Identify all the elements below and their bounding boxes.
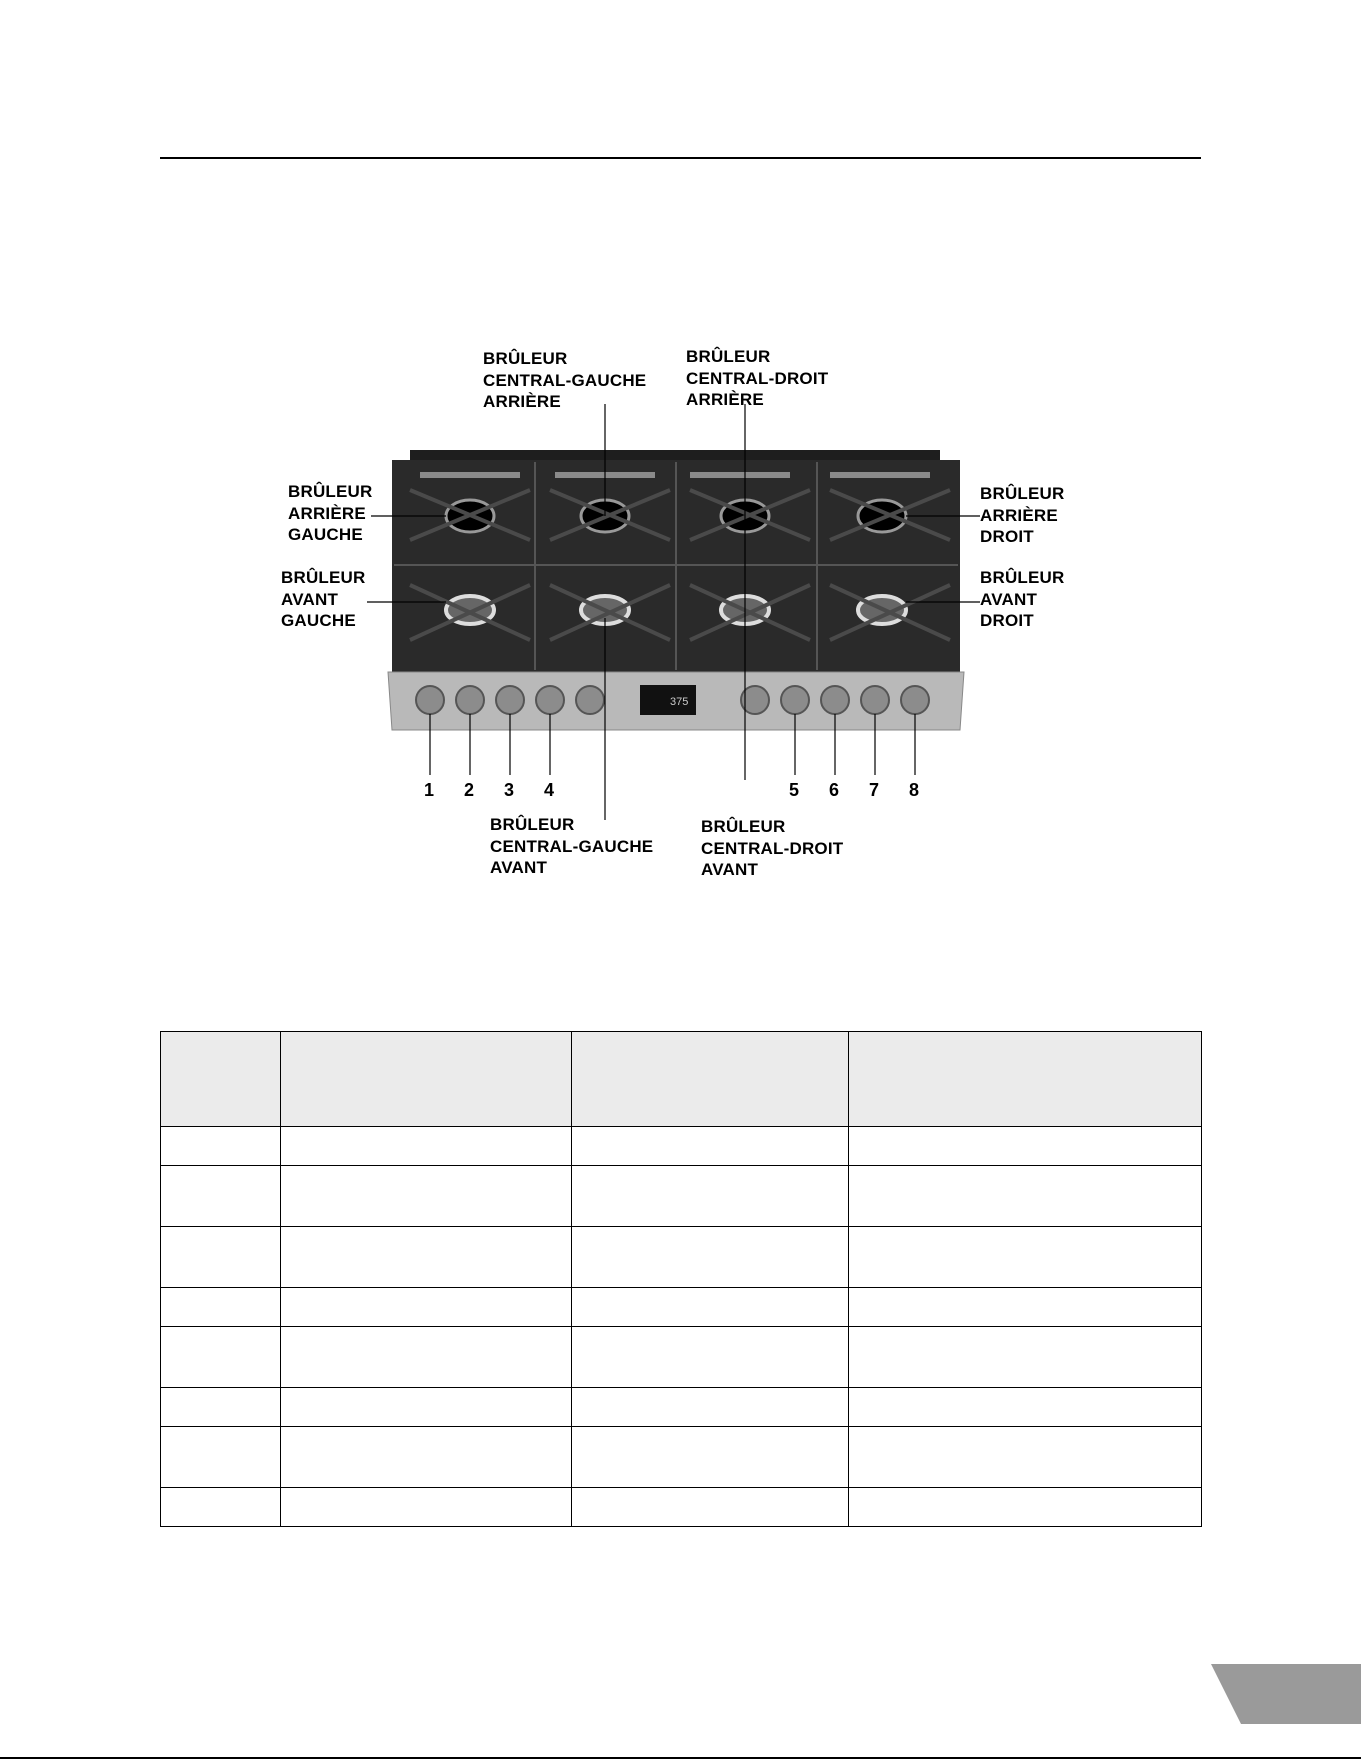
table-cell [281,1427,572,1488]
table-row [161,1227,1202,1288]
label-line: CENTRAL-GAUCHE [490,836,654,856]
label-line: ARRIÈRE [288,503,366,523]
table-cell [572,1127,849,1166]
table-cell [572,1427,849,1488]
table-cell [281,1127,572,1166]
table-header-row [161,1032,1202,1127]
page-corner-tab [1211,1664,1361,1724]
knob-number-1: 1 [424,780,435,800]
table-cell [161,1127,281,1166]
label-line: BRÛLEUR [980,568,1065,587]
knob-number-2: 2 [464,780,475,800]
table-row [161,1427,1202,1488]
label-line: GAUCHE [288,525,363,544]
table-cell [849,1388,1202,1427]
label-rear-center-left [483,348,646,413]
label-line: BRÛLEUR [490,815,575,834]
label-rear-left [288,481,373,546]
spec-table [160,1031,1202,1527]
table-cell [281,1166,572,1227]
label-line: DROIT [980,611,1034,630]
table-cell [572,1288,849,1327]
label-line: BRÛLEUR [701,817,786,836]
label-line: ARRIÈRE [686,390,764,409]
table-cell [849,1166,1202,1227]
knob-number-8: 8 [909,780,920,800]
label-line: ARRIÈRE [483,392,561,411]
display-readout: 375 [670,696,689,708]
table-cell [281,1488,572,1527]
table-cell [161,1327,281,1388]
table-header-cell [572,1032,849,1127]
table-row [161,1388,1202,1427]
table-cell [161,1288,281,1327]
table-cell [161,1227,281,1288]
label-rear-center-right [686,346,828,411]
table-cell [281,1388,572,1427]
label-line: CENTRAL-DROIT [686,368,829,388]
table-cell [161,1488,281,1527]
label-front-center-left [490,814,653,879]
table-row [161,1166,1202,1227]
table-row [161,1288,1202,1327]
table-row [161,1488,1202,1527]
table-cell [572,1227,849,1288]
table-header-cell [161,1032,281,1127]
bottom-rule [0,1757,1361,1759]
table-header-cell [281,1032,572,1127]
cooktop-figure [270,340,1130,880]
table-cell [572,1327,849,1388]
knob-number-3: 3 [504,780,515,800]
label-line: GAUCHE [281,611,356,630]
label-line: AVANT [980,589,1038,609]
label-front-right [980,567,1065,632]
knob-number-5: 5 [789,780,800,800]
table-row [161,1327,1202,1388]
table-cell [849,1127,1202,1166]
table-cell [572,1388,849,1427]
table-header-cell [849,1032,1202,1127]
label-line: BRÛLEUR [980,484,1065,503]
label-line: BRÛLEUR [288,482,373,501]
label-line: ARRIÈRE [980,505,1058,525]
table-cell [849,1327,1202,1388]
knob-number-7: 7 [869,780,880,800]
label-line: CENTRAL-GAUCHE [483,370,647,390]
top-rule [160,157,1201,159]
label-front-left [281,567,366,632]
label-line: BRÛLEUR [686,347,771,366]
table-cell [572,1166,849,1227]
table-cell [281,1327,572,1388]
table-cell [849,1288,1202,1327]
table-cell [572,1488,849,1527]
table-cell [281,1227,572,1288]
label-line: DROIT [980,527,1034,546]
table-row [161,1127,1202,1166]
table-cell [849,1227,1202,1288]
table-cell [161,1427,281,1488]
label-rear-right [980,483,1065,548]
label-line: BRÛLEUR [281,568,366,587]
knob-number-6: 6 [829,780,840,800]
knob-number-4: 4 [544,780,555,800]
label-line: AVANT [701,860,759,879]
table-cell [281,1288,572,1327]
label-front-center-right [701,816,843,881]
label-line: BRÛLEUR [483,349,568,368]
table-cell [161,1388,281,1427]
label-line: AVANT [281,589,339,609]
label-line: AVANT [490,858,548,877]
table-cell [849,1488,1202,1527]
table-cell [161,1166,281,1227]
label-line: CENTRAL-DROIT [701,838,844,858]
table-cell [849,1427,1202,1488]
